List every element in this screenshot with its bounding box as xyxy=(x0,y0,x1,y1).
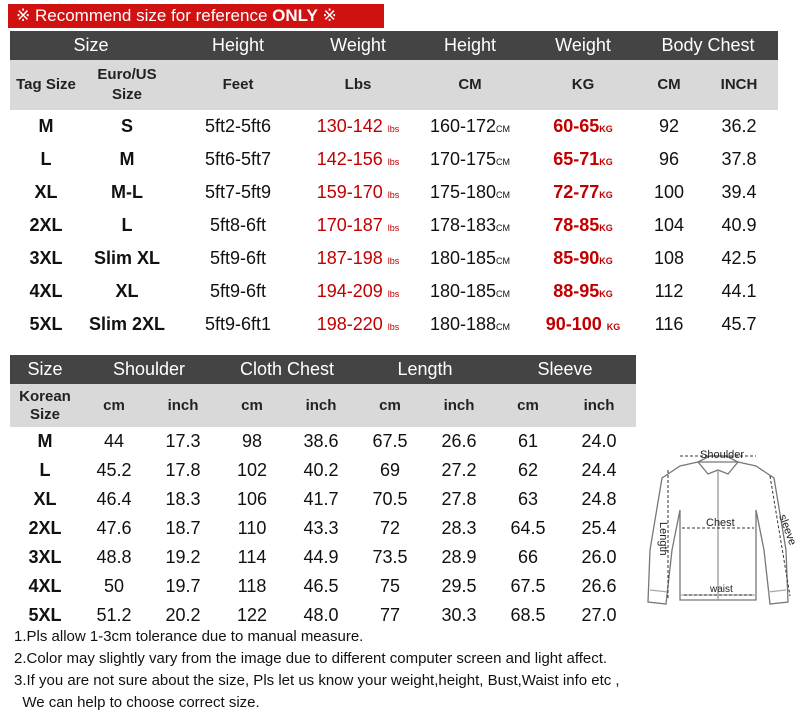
banner-emphasis: ONLY xyxy=(272,6,318,25)
banner-suffix: ※ xyxy=(317,6,337,25)
height-feet-cell: 5ft9-6ft xyxy=(210,281,267,301)
sleeve-inch-cell: 24.4 xyxy=(581,460,617,480)
header-height-cm: Height xyxy=(412,31,528,60)
shoulder-cm-cell: 44 xyxy=(103,431,125,451)
length-cm-cell: 67.5 xyxy=(372,431,408,451)
chest-inch-cell: 46.5 xyxy=(303,576,339,596)
table2-row xyxy=(10,572,636,601)
subheader2-sleeve-cm: cm xyxy=(494,384,562,427)
subheader-kg: KG xyxy=(528,60,638,110)
banner-prefix: ※ Recommend size for reference xyxy=(16,6,273,25)
chest-inch-cell: 43.3 xyxy=(303,518,339,538)
weight-kg-value: 78-85 xyxy=(553,215,600,235)
height-cm-cell xyxy=(412,143,528,176)
shoulder-cm-cell: 45.2 xyxy=(96,460,132,480)
table1-row xyxy=(10,209,778,242)
kg-unit: KG xyxy=(599,256,613,266)
kg-unit: KG xyxy=(606,322,621,332)
length-inch-cell: 28.9 xyxy=(441,547,477,567)
shoulder-inch-cell: 18.3 xyxy=(165,489,201,509)
shoulder-inch-cell: 19.2 xyxy=(165,547,201,567)
table2-header-sub xyxy=(10,384,636,427)
chest-cm-cell: 108 xyxy=(653,248,685,268)
weight-kg-value: 65-71 xyxy=(553,149,600,169)
tag-size-cell: 4XL xyxy=(29,281,63,301)
weight-lbs-cell xyxy=(304,143,412,176)
chest-inch-cell: 40.2 xyxy=(303,460,339,480)
sleeve-cm-cell: 62 xyxy=(518,460,539,480)
euro-size-cell: XL xyxy=(115,281,139,301)
chest-inch-cell: 36.2 xyxy=(721,116,757,136)
weight-lbs-cell xyxy=(304,308,412,341)
length-inch-cell: 30.3 xyxy=(441,605,477,625)
note-2: 2.Color may slightly vary from the image due to different computer screen and light affect. xyxy=(14,650,608,667)
kg-unit: KG xyxy=(599,124,613,134)
korean-size-cell: 3XL xyxy=(28,547,62,567)
weight-lbs-cell xyxy=(304,110,412,143)
weight-lbs-value: 142-156 xyxy=(316,149,383,169)
recommend-banner xyxy=(8,4,384,28)
header2-size: Size xyxy=(10,355,80,384)
height-cm-cell xyxy=(412,176,528,209)
korean-size-cell: 4XL xyxy=(28,576,62,596)
garment-measurement-table xyxy=(10,355,636,630)
lbs-unit: lbs xyxy=(387,256,400,266)
header-weight-kg: Weight xyxy=(528,31,638,60)
chest-cm-cell: 96 xyxy=(659,149,680,169)
shirt-measurement-diagram xyxy=(640,430,799,616)
chest-inch-cell: 48.0 xyxy=(303,605,339,625)
length-inch-cell: 26.6 xyxy=(441,431,477,451)
height-cm-value: 180-188 xyxy=(429,314,497,334)
subheader-chest-cm: CM xyxy=(638,60,700,110)
lbs-unit: lbs xyxy=(387,289,400,299)
table1-row xyxy=(10,143,778,176)
weight-kg-cell xyxy=(528,143,638,176)
height-feet-cell: 5ft2-5ft6 xyxy=(204,116,272,136)
korean-size-cell: 5XL xyxy=(28,605,62,625)
weight-kg-cell xyxy=(528,176,638,209)
table1-row xyxy=(10,275,778,308)
shoulder-inch-cell: 20.2 xyxy=(165,605,201,625)
table1-row xyxy=(10,242,778,275)
height-cm-cell xyxy=(412,110,528,143)
chest-cm-cell: 106 xyxy=(236,489,268,509)
height-feet-cell: 5ft9-6ft xyxy=(210,248,267,268)
sleeve-inch-cell: 27.0 xyxy=(581,605,617,625)
length-inch-cell: 28.3 xyxy=(441,518,477,538)
chest-cm-cell: 102 xyxy=(236,460,268,480)
cm-unit: CM xyxy=(496,256,511,266)
chest-inch-cell: 39.4 xyxy=(721,182,757,202)
chest-inch-cell: 44.1 xyxy=(721,281,757,301)
length-cm-cell: 72 xyxy=(380,518,401,538)
sleeve-inch-cell: 26.0 xyxy=(581,547,617,567)
weight-lbs-cell xyxy=(304,209,412,242)
table2-row xyxy=(10,485,636,514)
weight-lbs-value: 194-209 xyxy=(316,281,383,301)
subheader-euro-size: Euro/US Size xyxy=(82,60,172,110)
note-3: 3.If you are not sure about the size, Pls let us know your weight,height, Bust,Waist info etc , xyxy=(14,672,620,689)
weight-lbs-value: 187-198 xyxy=(316,248,383,268)
lbs-unit: lbs xyxy=(387,322,400,332)
subheader2-length-cm: cm xyxy=(356,384,424,427)
tag-size-cell: 5XL xyxy=(29,314,63,334)
length-inch-cell: 27.2 xyxy=(441,460,477,480)
subheader2-chest-inch: inch xyxy=(286,384,356,427)
weight-lbs-value: 198-220 xyxy=(316,314,383,334)
header2-sleeve: Sleeve xyxy=(494,355,636,384)
shoulder-cm-cell: 46.4 xyxy=(96,489,132,509)
table1-row xyxy=(10,308,778,341)
height-feet-cell: 5ft8-6ft xyxy=(210,215,267,235)
height-cm-cell xyxy=(412,209,528,242)
cm-unit: CM xyxy=(496,289,511,299)
length-cm-cell: 75 xyxy=(380,576,401,596)
note-4: We can help to choose correct size. xyxy=(14,694,260,711)
height-feet-cell: 5ft9-6ft1 xyxy=(204,314,272,334)
lbs-unit: lbs xyxy=(387,124,400,134)
length-cm-cell: 70.5 xyxy=(372,489,408,509)
chest-inch-cell: 45.7 xyxy=(721,314,757,334)
table2-row xyxy=(10,543,636,572)
chest-cm-cell: 118 xyxy=(237,576,267,596)
header2-shoulder: Shoulder xyxy=(80,355,218,384)
chest-inch-cell: 37.8 xyxy=(721,149,757,169)
kg-unit: KG xyxy=(599,157,613,167)
euro-size-cell: M xyxy=(119,149,135,169)
weight-kg-value: 88-95 xyxy=(553,281,600,301)
diagram-waist-label: waist xyxy=(710,584,733,595)
table1-row xyxy=(10,176,778,209)
weight-kg-cell xyxy=(528,308,638,341)
table1-header-top xyxy=(10,31,778,60)
subheader-feet: Feet xyxy=(172,60,304,110)
weight-kg-cell xyxy=(528,209,638,242)
notes-section xyxy=(14,626,620,714)
sleeve-inch-cell: 24.8 xyxy=(581,489,617,509)
length-cm-cell: 73.5 xyxy=(372,547,408,567)
chest-inch-cell: 42.5 xyxy=(721,248,757,268)
height-feet-cell: 5ft7-5ft9 xyxy=(204,182,272,202)
header-weight-lbs: Weight xyxy=(304,31,412,60)
weight-kg-value: 85-90 xyxy=(553,248,600,268)
weight-kg-value: 90-100 xyxy=(545,314,602,334)
size-reference-table xyxy=(10,31,778,341)
weight-lbs-value: 159-170 xyxy=(316,182,383,202)
subheader2-length-inch: inch xyxy=(424,384,494,427)
tag-size-cell: L xyxy=(40,149,52,169)
cm-unit: CM xyxy=(496,190,511,200)
cm-unit: CM xyxy=(496,223,511,233)
header-body-chest: Body Chest xyxy=(638,31,778,60)
height-cm-cell xyxy=(412,308,528,341)
weight-lbs-cell xyxy=(304,242,412,275)
height-cm-value: 180-185 xyxy=(429,248,497,268)
weight-kg-value: 60-65 xyxy=(553,116,600,136)
weight-lbs-cell xyxy=(304,275,412,308)
table1-row xyxy=(10,110,778,143)
length-inch-cell: 29.5 xyxy=(441,576,477,596)
height-cm-value: 175-180 xyxy=(429,182,497,202)
length-cm-cell: 69 xyxy=(380,460,401,480)
sleeve-cm-cell: 67.5 xyxy=(510,576,546,596)
korean-size-cell: XL xyxy=(33,489,57,509)
height-cm-value: 180-185 xyxy=(429,281,497,301)
sleeve-cm-cell: 63 xyxy=(518,489,539,509)
chest-cm-cell: 104 xyxy=(653,215,685,235)
height-feet-cell: 5ft6-5ft7 xyxy=(204,149,272,169)
korean-size-cell: L xyxy=(39,460,51,480)
subheader2-sleeve-inch: inch xyxy=(562,384,636,427)
height-cm-value: 160-172 xyxy=(429,116,497,136)
chest-inch-cell: 44.9 xyxy=(303,547,339,567)
korean-size-cell: M xyxy=(37,431,53,451)
height-cm-value: 170-175 xyxy=(429,149,497,169)
chest-cm-cell: 116 xyxy=(654,314,684,334)
euro-size-cell: Slim 2XL xyxy=(88,314,166,334)
weight-lbs-value: 170-187 xyxy=(316,215,383,235)
subheader-cm: CM xyxy=(412,60,528,110)
weight-kg-cell xyxy=(528,275,638,308)
chest-inch-cell: 41.7 xyxy=(303,489,339,509)
chest-cm-cell: 114 xyxy=(237,547,267,567)
weight-kg-cell xyxy=(528,242,638,275)
shoulder-cm-cell: 50 xyxy=(103,576,125,596)
kg-unit: KG xyxy=(599,223,613,233)
chest-cm-cell: 122 xyxy=(236,605,268,625)
subheader2-chest-cm: cm xyxy=(218,384,286,427)
subheader2-shoulder-inch: inch xyxy=(148,384,218,427)
tag-size-cell: XL xyxy=(34,182,58,202)
euro-size-cell: Slim XL xyxy=(94,248,161,268)
subheader2-korean-size: Korean Size xyxy=(10,384,80,427)
euro-size-cell: S xyxy=(121,116,134,136)
diagram-shoulder-label: Shoulder xyxy=(700,449,745,461)
shoulder-cm-cell: 47.6 xyxy=(96,518,132,538)
korean-size-cell: 2XL xyxy=(28,518,62,538)
sleeve-cm-cell: 61 xyxy=(518,431,539,451)
subheader2-shoulder-cm: cm xyxy=(80,384,148,427)
shoulder-cm-cell: 51.2 xyxy=(96,605,132,625)
sleeve-cm-cell: 66 xyxy=(518,547,539,567)
table2-header-top xyxy=(10,355,636,384)
table2-row xyxy=(10,427,636,456)
weight-lbs-value: 130-142 xyxy=(316,116,383,136)
cm-unit: CM xyxy=(496,322,511,332)
chest-inch-cell: 40.9 xyxy=(721,215,757,235)
diagram-sleeve-label: sleeve xyxy=(776,512,799,547)
lbs-unit: lbs xyxy=(387,157,400,167)
euro-size-cell: M-L xyxy=(111,182,143,202)
euro-size-cell: L xyxy=(121,215,133,235)
shoulder-inch-cell: 17.3 xyxy=(165,431,201,451)
header2-length: Length xyxy=(356,355,494,384)
kg-unit: KG xyxy=(599,289,613,299)
chest-inch-cell: 38.6 xyxy=(303,431,339,451)
length-inch-cell: 27.8 xyxy=(441,489,477,509)
chest-cm-cell: 110 xyxy=(237,518,267,538)
shoulder-inch-cell: 19.7 xyxy=(165,576,201,596)
note-1: 1.Pls allow 1-3cm tolerance due to manual measure. xyxy=(14,628,364,645)
chest-cm-cell: 98 xyxy=(241,431,263,451)
height-cm-value: 178-183 xyxy=(429,215,497,235)
table1-header-sub xyxy=(10,60,778,110)
diagram-length-label: Length xyxy=(657,522,669,556)
cm-unit: CM xyxy=(496,124,511,134)
sleeve-inch-cell: 25.4 xyxy=(581,518,617,538)
shoulder-cm-cell: 48.8 xyxy=(96,547,132,567)
kg-unit: KG xyxy=(599,190,613,200)
tag-size-cell: 2XL xyxy=(29,215,63,235)
sleeve-cm-cell: 64.5 xyxy=(510,518,546,538)
height-cm-cell xyxy=(412,242,528,275)
header2-cloth-chest: Cloth Chest xyxy=(218,355,356,384)
subheader-tag-size: Tag Size xyxy=(10,60,82,110)
diagram-chest-label: Chest xyxy=(706,517,735,529)
chest-cm-cell: 92 xyxy=(659,116,680,136)
weight-lbs-cell xyxy=(304,176,412,209)
subheader-lbs: Lbs xyxy=(304,60,412,110)
header-height-feet: Height xyxy=(172,31,304,60)
subheader-chest-inch: INCH xyxy=(700,60,778,110)
weight-kg-cell xyxy=(528,110,638,143)
table2-row xyxy=(10,456,636,485)
chest-cm-cell: 112 xyxy=(654,281,684,301)
shoulder-inch-cell: 18.7 xyxy=(165,518,201,538)
weight-kg-value: 72-77 xyxy=(553,182,600,202)
lbs-unit: lbs xyxy=(387,223,400,233)
tag-size-cell: 3XL xyxy=(29,248,63,268)
header-size: Size xyxy=(10,31,172,60)
sleeve-cm-cell: 68.5 xyxy=(510,605,546,625)
cm-unit: CM xyxy=(496,157,511,167)
sleeve-inch-cell: 24.0 xyxy=(581,431,617,451)
table2-row xyxy=(10,514,636,543)
height-cm-cell xyxy=(412,275,528,308)
chest-cm-cell: 100 xyxy=(653,182,685,202)
lbs-unit: lbs xyxy=(387,190,400,200)
sleeve-inch-cell: 26.6 xyxy=(581,576,617,596)
length-cm-cell: 77 xyxy=(380,605,401,625)
shoulder-inch-cell: 17.8 xyxy=(165,460,201,480)
tag-size-cell: M xyxy=(38,116,54,136)
